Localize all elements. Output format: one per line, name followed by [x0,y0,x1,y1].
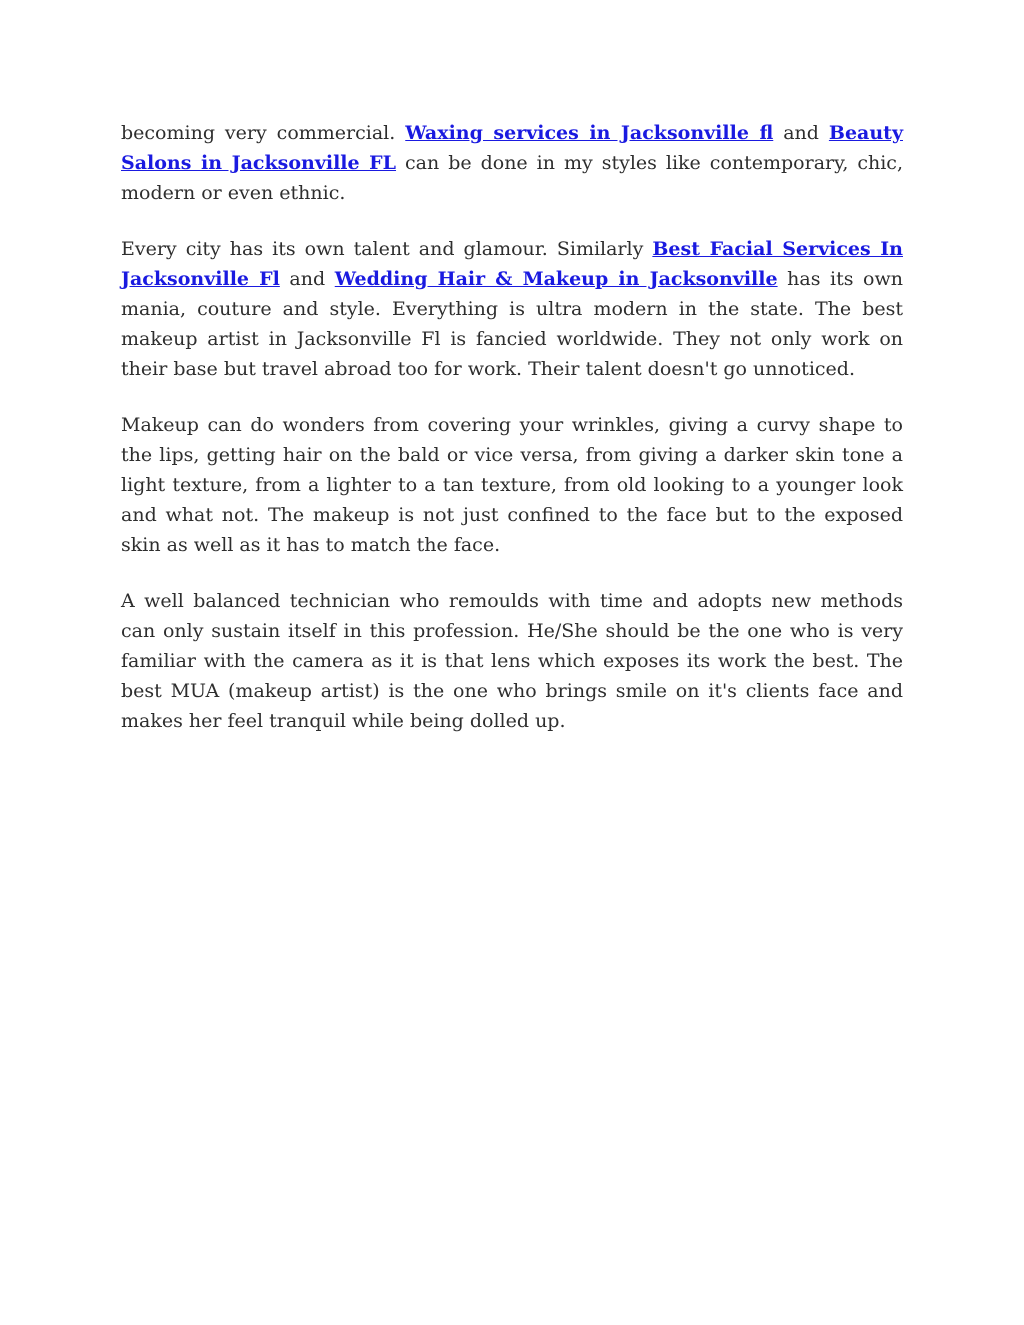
paragraph-2-text-1: Every city has its own talent and glamour. Similarly [121,238,653,260]
waxing-services-link[interactable]: Waxing services in Jacksonville fl [405,122,774,144]
paragraph-1-text-1: becoming very commercial. [121,122,406,144]
paragraph-4-text-1: A well balanced technician who remoulds with time and adopts new methods can only sustain itself in this profession. He/She should be the one who is very familiar with the camera as it is that lens which exposes its work the best. The best MUA (makeup artist) is the one who brings smile on it's clients face and makes her feel tranquil while being dolled up. [121,590,903,732]
paragraph-3-text-1: Makeup can do wonders from covering your wrinkles, giving a curvy shape to the lips, getting hair on the bald or vice versa, from giving a darker skin tone a light texture, from a lighter to a tan texture, from old looking to a younger look and what not. The makeup is not just confined to the face but to the exposed skin as well as it has to match the face. [121,414,903,556]
paragraph-1-text-2: and [773,122,829,144]
paragraph-2-text-2: and [279,268,335,290]
document-page [121,118,903,762]
wedding-hair-makeup-link[interactable]: Wedding Hair & Makeup in Jacksonville [334,268,778,290]
paragraph-1-text-3: can be done in my styles like contemporary, chic, modern or even ethnic. [121,152,903,204]
paragraph-4 [121,586,903,736]
best-facial-services-link[interactable]: Best Facial Services In Jacksonville Fl [121,238,903,290]
paragraph-1 [121,118,903,208]
paragraph-2 [121,234,903,384]
paragraph-2-text-3: has its own mania, couture and style. Everything is ultra modern in the state. The best makeup artist in Jacksonville Fl is fancied worldwide. They not only work on their base but travel abroad too for work. Their talent doesn't go unnoticed. [121,268,903,380]
paragraph-3 [121,410,903,560]
beauty-salons-link[interactable]: Beauty Salons in Jacksonville FL [121,122,903,174]
